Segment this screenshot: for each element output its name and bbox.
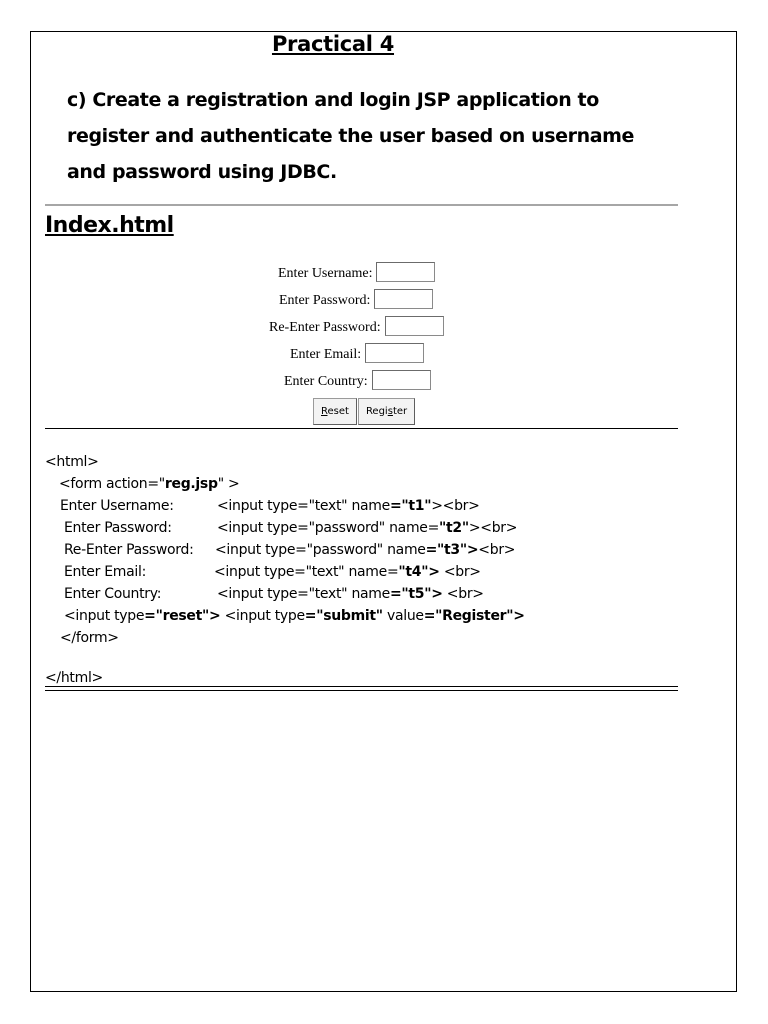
country-input[interactable] xyxy=(372,370,431,390)
username-label: Enter Username: xyxy=(278,266,373,281)
question-line: and password using JDBC. xyxy=(67,161,337,183)
form-row-password xyxy=(279,289,433,309)
email-input[interactable] xyxy=(365,343,424,363)
page-title: Practical 4 xyxy=(271,32,395,56)
country-label: Enter Country: xyxy=(284,374,368,389)
code-line: Enter Password: <input type="password" name="t2"><br> xyxy=(64,520,518,536)
code-line: Enter Email: <input type="text" name="t4"> <br> xyxy=(64,564,481,580)
divider xyxy=(45,690,678,691)
code-line: Enter Username: <input type="text" name="t1"><br> xyxy=(60,498,480,514)
reenter-password-input[interactable] xyxy=(385,316,444,336)
register-button[interactable]: Register xyxy=(358,398,415,425)
form-buttons xyxy=(313,398,416,425)
code-line: <form action="reg.jsp" > xyxy=(59,476,240,492)
divider xyxy=(45,428,678,429)
password-input[interactable] xyxy=(374,289,433,309)
code-line: </form> xyxy=(60,630,119,646)
question-line: register and authenticate the user based on username xyxy=(67,125,634,147)
question-text xyxy=(67,82,687,190)
code-line: <input type="reset"> <input type="submit" value="Register"> xyxy=(64,608,525,624)
divider xyxy=(45,204,678,206)
divider xyxy=(45,686,678,687)
code-line: </html> xyxy=(45,670,103,686)
form-row-country xyxy=(284,370,431,390)
password-label: Enter Password: xyxy=(279,293,371,308)
section-heading: Index.html xyxy=(45,213,174,238)
form-row-username xyxy=(278,262,435,282)
code-line: Enter Country: <input type="text" name="t5"> <br> xyxy=(64,586,484,602)
username-input[interactable] xyxy=(376,262,435,282)
reenter-password-label: Re-Enter Password: xyxy=(269,320,381,335)
form-row-email xyxy=(290,343,424,363)
form-row-reenter-password xyxy=(269,316,444,336)
code-line: <html> xyxy=(45,454,99,470)
reset-button[interactable]: Reset xyxy=(313,398,357,425)
email-label: Enter Email: xyxy=(290,347,362,362)
code-line: Re-Enter Password: <input type="password" name="t3"><br> xyxy=(64,542,516,558)
question-line: c) Create a registration and login JSP application to xyxy=(67,89,599,111)
